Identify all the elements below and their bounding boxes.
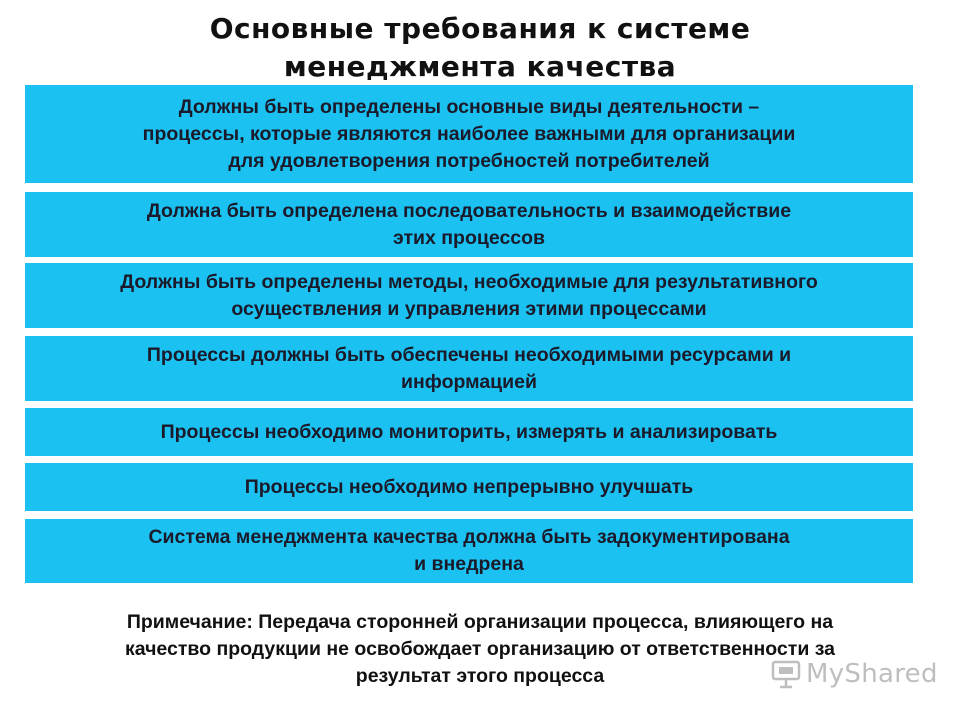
requirement-box-2: [25, 192, 913, 257]
requirement-text-7: Система менеджмента качества должна быть задокументирована и внедрена: [148, 526, 790, 575]
requirement-text-4: Процессы должны быть обеспечены необходимыми ресурсами и информацией: [146, 343, 792, 393]
page-title: Основные требования к системе менеджмента качества: [209, 12, 751, 83]
requirement-box-6: [25, 463, 913, 511]
requirement-text-3: Должны быть определены методы, необходимые для результативного осуществления и управления этими процессами: [120, 270, 818, 320]
watermark-text: MyShared: [806, 659, 938, 689]
requirement-text-5: Процессы необходимо мониторить, измерять и анализировать: [160, 420, 778, 443]
footnote: Примечание: Передача сторонней организации процесса, влияющего на качество продукции не освобождает организацию от ответственности за результат этого процесса: [124, 611, 836, 687]
requirement-text-6: Процессы необходимо непрерывно улучшать: [244, 475, 694, 498]
requirement-box-3: [25, 263, 913, 328]
requirement-box-7: [25, 519, 913, 583]
requirement-text-1: Должны быть определены основные виды деятельности – процессы, которые являются наиболее важными для организации для удовлетворения потребностей потребителей: [142, 95, 796, 172]
requirement-box-1: [25, 85, 913, 183]
requirement-box-5: [25, 408, 913, 456]
requirement-box-4: [25, 336, 913, 401]
requirement-text-2: Должна быть определена последовательность и взаимодействие этих процессов: [146, 199, 792, 249]
